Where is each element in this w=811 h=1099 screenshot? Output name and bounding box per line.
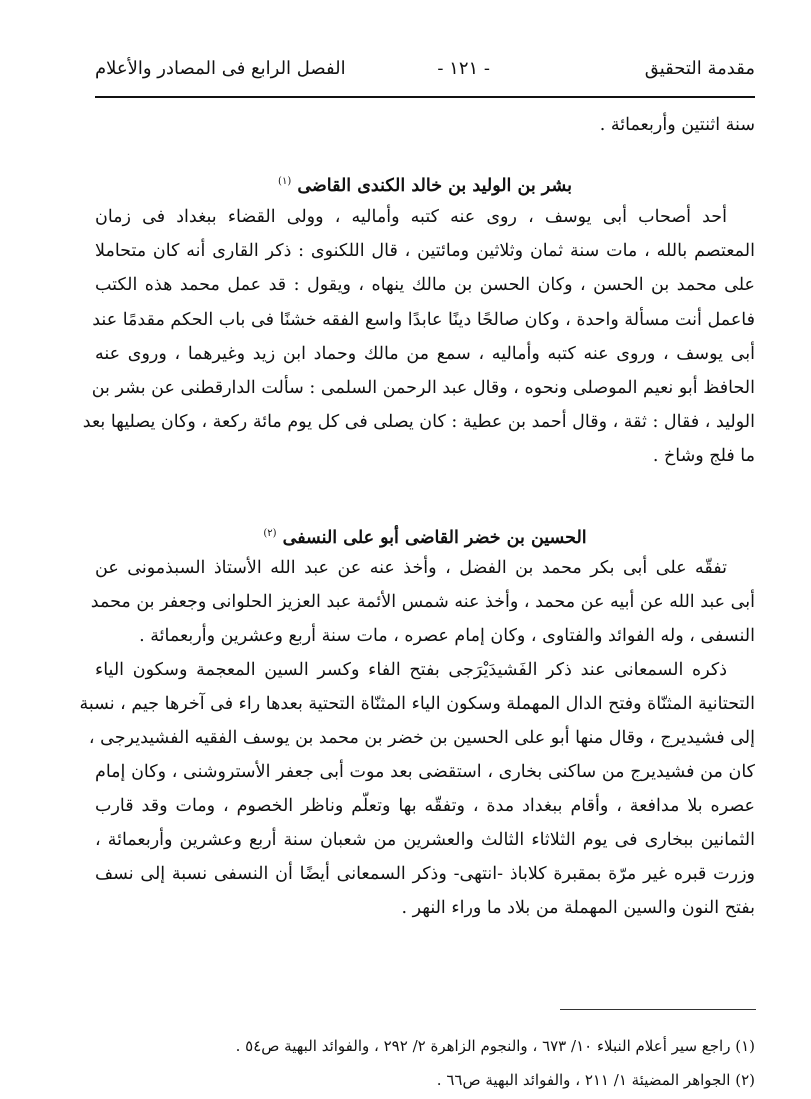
paragraph-line: عصره بلا مدافعة ، وأقام ببغداد مدة ، وتفقّه بها وتعلّم وناظر الخصوم ، ومات وقد قارب (95, 796, 755, 816)
paragraph-line: الوليد ، فقال : ثقة ، وقال أحمد بن عطية : كان يصلى فى كل يوم مائة ركعة ، وكان يصليها بعد (82, 412, 755, 432)
entry-title (95, 519, 755, 553)
paragraph-line: على محمد بن الحسن ، وكان الحسن بن مالك ينهاه ، ويقول : قد عمل محمد هذه الكتب (95, 275, 755, 295)
paragraph-line: كان من فشيديرج من ساكنى بخارى ، استقضى بعد موت أبى جعفر الأستروشنى ، وكان إمام (95, 762, 755, 782)
paragraph-line: ما فلج وشاخ . (652, 446, 755, 466)
header-chapter-title: الفصل الرابع فى المصادر والأعلام (95, 58, 346, 79)
running-header (95, 58, 755, 88)
header-section-title: مقدمة التحقيق (644, 58, 755, 79)
footnote: (١) راجع سير أعلام النبلاء ١٠/ ٦٧٣ ، والنجوم الزاهرة ٢/ ٢٩٢ ، والفوائد البهية ص٥٤ . (235, 1037, 755, 1055)
paragraph-line: الحافظ أبو نعيم الموصلى ونحوه ، وقال عبد الرحمن السلمى : سألت الدارقطنى عن بشر بن (91, 378, 755, 398)
paragraph-line: المعتصم بالله ، مات سنة ثمان وثلاثين ومائتين ، قال اللكنوى : ذكر القارى أنه كان متحاملا (95, 241, 755, 261)
page-number: - ١٢١ - (437, 58, 490, 79)
paragraph-line: الثمانين ببخارى فى يوم الثلاثاء الثالث والعشرين من شعبان سنة أربع وعشرين وأربعمائة ، (95, 830, 755, 850)
footnote-rule (560, 1009, 756, 1010)
footnote-ref: (١) (278, 176, 292, 187)
paragraph-line: أبى يوسف ، وروى عنه كتبه وأماليه ، سمع من مالك وحماد ابن زيد وغيرهما ، وروى عنه (95, 344, 755, 364)
paragraph-line: أبى عبد الله عن أبيه عن محمد ، وأخذ عنه شمس الأئمة عبد العزيز الحلوانى وجعفر بن محمد (90, 592, 755, 612)
paragraph-line: التحتانية المثنّاة وفتح الدال المهملة وسكون الياء المثنّاة التحتية بعدها راء فى آخرها جيم ، نسبة (79, 694, 755, 714)
paragraph-line: أحد أصحاب أبى يوسف ، روى عنه كتبه وأماليه ، وولى القضاء ببغداد فى زمان (95, 207, 727, 227)
paragraph-line: النسفى ، وله الفوائد والفتاوى ، وكان إمام عصره ، مات سنة أربع وعشرين وأربعمائة . (139, 626, 755, 646)
paragraph-line: تفقّه على أبى بكر محمد بن الفضل ، وأخذ عنه عن عبد الله الأستاذ السبذمونى عن (95, 558, 727, 578)
entry-title (95, 167, 755, 201)
paragraph-line: وزرت قبره غير مرّة بمقبرة كلاباذ -انتهى- وذكر السمعانى أيضًا أن النسفى نسبة إلى نسف (95, 864, 755, 884)
footnote-ref: (٢) (263, 528, 277, 539)
paragraph-line: إلى فشيديرج ، وقال منها أبو على الحسين بن خضر بن محمد بن يوسف الفقيه الفشيديرجى ، (88, 728, 755, 748)
footnote: (٢) الجواهر المضيئة ١/ ٢١١ ، والفوائد البهية ص٦٦ . (436, 1071, 755, 1089)
header-rule (95, 96, 755, 98)
entry-title-text: الحسين بن خضر القاضى أبو على النسفى (282, 527, 587, 548)
paragraph-line: فاعمل أنت مسألة واحدة ، وكان صالحًا دينًا عابدًا واسع الفقه خشنًا فى باب الحكم مقدمًا عند (92, 310, 755, 330)
paragraph-line: ذكره السمعانى عند ذكر الفَشيدَيْرَجى بفتح الفاء وكسر السين المعجمة وسكون الياء (95, 660, 727, 680)
entry-title-text: بشر بن الوليد بن خالد الكندى القاضى (297, 175, 572, 196)
paragraph-line: بفتح النون والسين المهملة من بلاد ما وراء النهر . (401, 898, 755, 918)
intro-line: سنة اثنتين وأربعمائة . (599, 115, 755, 135)
